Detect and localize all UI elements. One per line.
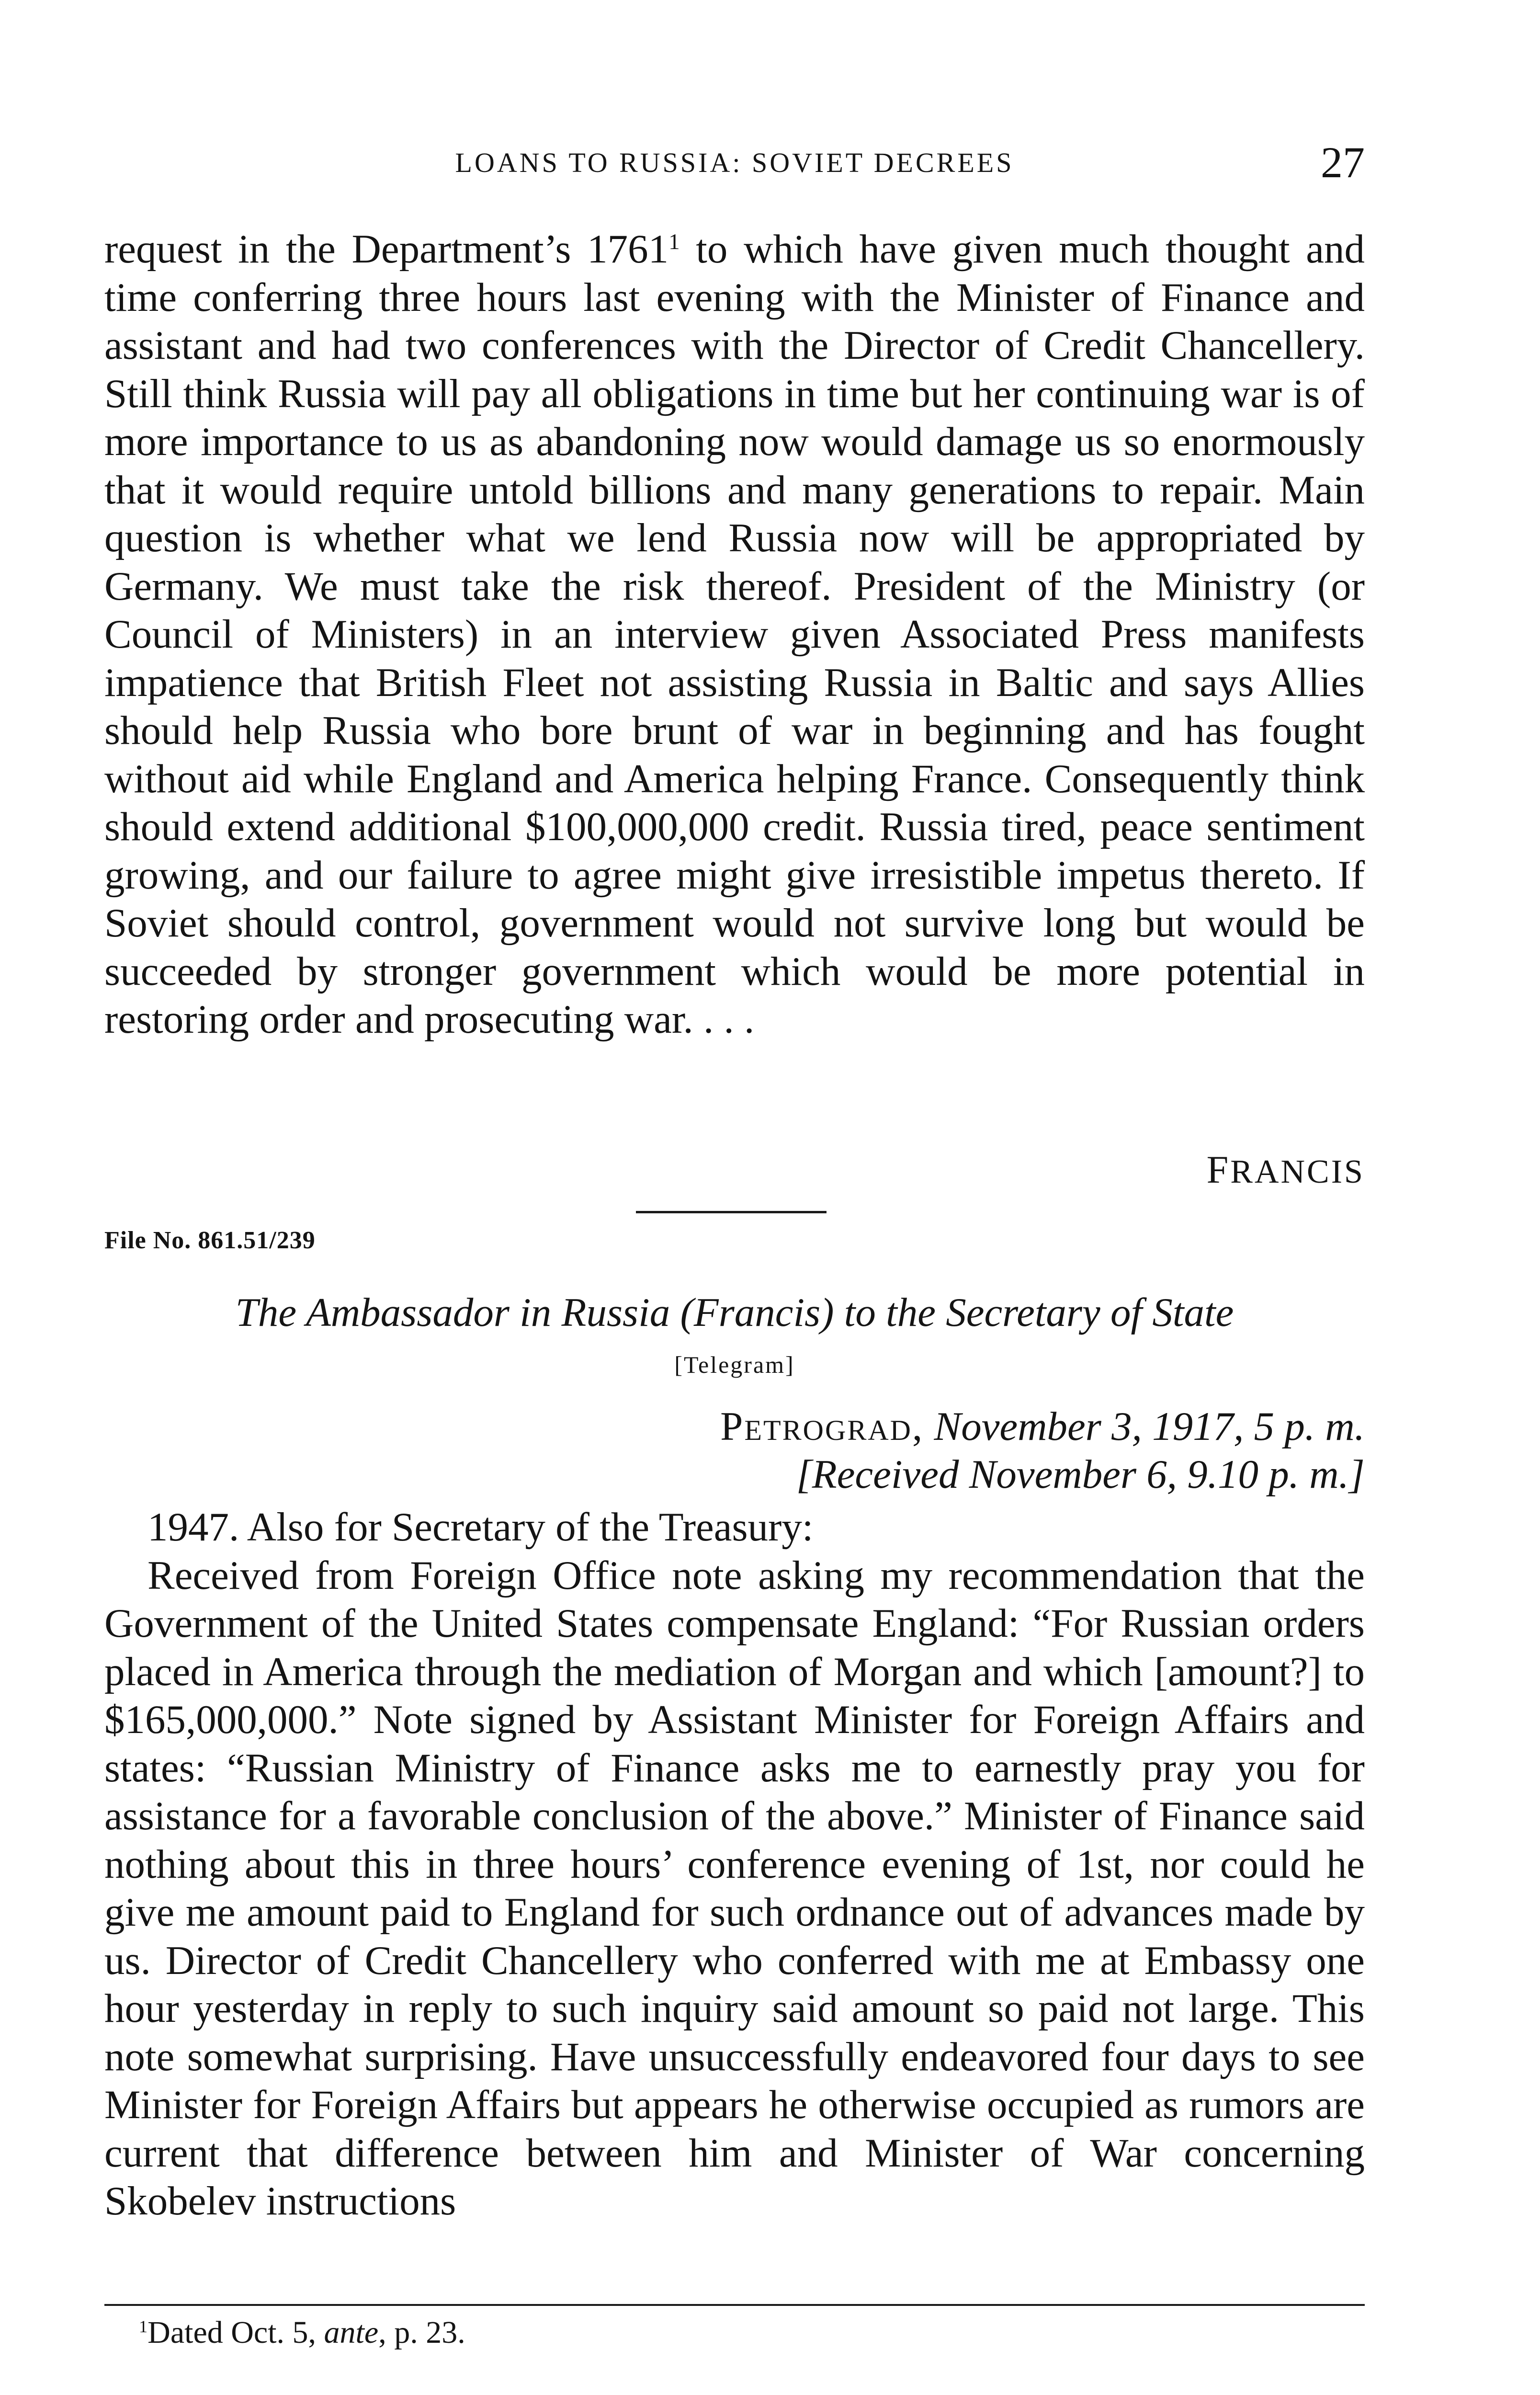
section-divider	[636, 1211, 827, 1213]
footnote-text-before: Dated Oct. 5,	[147, 2315, 324, 2350]
footnote-divider	[104, 2304, 1365, 2306]
dateline-sent	[720, 1403, 1365, 1450]
continuation-paragraph	[104, 225, 1365, 1044]
telegram-paragraph: Received from Foreign Office note asking my recommendation that the Government of the United States compensate England: “For Russian orders placed in America through the mediation of Morgan and which [amount?] to $165,000,000.” Note signed by Assistant Minister for Foreign Affairs and states: “Russian Ministry of Finance asks me to earnestly pray you for assistance for a favorable conclusion of the above.” Minister of Finance said nothing about this in three hours’ conference evening of 1st, nor could he give me amount paid to England for such ordnance out of advances made by us. Director of Credit Chancellery who conferred with me at Embassy one hour yesterday in reply to such inquiry said amount so paid not large. This note somewhat surprising. Have unsuccessfully endeavored four days to see Minister for Foreign Affairs but appears he otherwise occupied as rumors are current that difference between him and Minister of War concerning Skobelev instructions	[104, 1552, 1365, 2224]
telegram-number-line: 1947. Also for Secretary of the Treasury:	[147, 1505, 814, 1550]
signature-rest: RANCIS	[1230, 1153, 1365, 1190]
telegram-body	[104, 1503, 1365, 2225]
document-type: [Telegram]	[674, 1351, 795, 1378]
document-heading: The Ambassador in Russia (Francis) to the Secretary of State	[235, 1290, 1234, 1335]
footnote-italic: ante	[324, 2315, 379, 2350]
dateline-date: November 3, 1917, 5 p. m.	[934, 1404, 1365, 1449]
page-number: 27	[1321, 138, 1365, 187]
dateline-received-text: [Received November 6, 9.10 p. m.]	[796, 1452, 1365, 1497]
continuation-text-before-ref: request in the Department’s 1761	[104, 227, 669, 272]
file-number: File No. 861.51/239	[104, 1227, 316, 1254]
footnote-marker: 1	[139, 2317, 148, 2337]
footnote-text-after: , p. 23.	[378, 2315, 465, 2350]
continuation-text-after-ref: to which have given much thought and time conferring three hours last evening with the Minister of Finance and assistant and had two conferences with the Director of Credit Chancellery. Still think Russia will pay all obligations in time but her continuing war is of more importance to us as abandoning now would damage us so enormously that it would require untold billions and many generations to repair. Main question is whether what we lend Russia now will be appropriated by Germany. We must take the risk thereof. President of the Ministry (or Council of Ministers) in an interview given Associated Press manifests impatience that British Fleet not assisting Russia in Baltic and says Allies should help Russia who bore brunt of war in beginning and has fought without aid while England and America helping France. Consequently think should extend additional $100,000,000 credit. Russia tired, peace sentiment growing, and our failure to agree might give irresistible impetus thereto. If Soviet should control, government would not survive long but would be succeeded by stronger government which would be more potential in restoring order and prosecuting war. . . .	[104, 227, 1365, 1042]
footnote	[139, 2314, 465, 2352]
dateline	[720, 1403, 1365, 1498]
signature-initial: F	[1206, 1148, 1231, 1191]
signature	[1207, 1147, 1365, 1192]
continuation-text	[104, 225, 1365, 1044]
running-title: LOANS TO RUSSIA: SOVIET DECREES	[455, 147, 1014, 178]
dateline-received	[720, 1450, 1365, 1498]
dateline-place: Petrograd,	[720, 1404, 924, 1449]
running-header	[104, 138, 1365, 196]
footnote-reference: 1	[668, 229, 680, 254]
